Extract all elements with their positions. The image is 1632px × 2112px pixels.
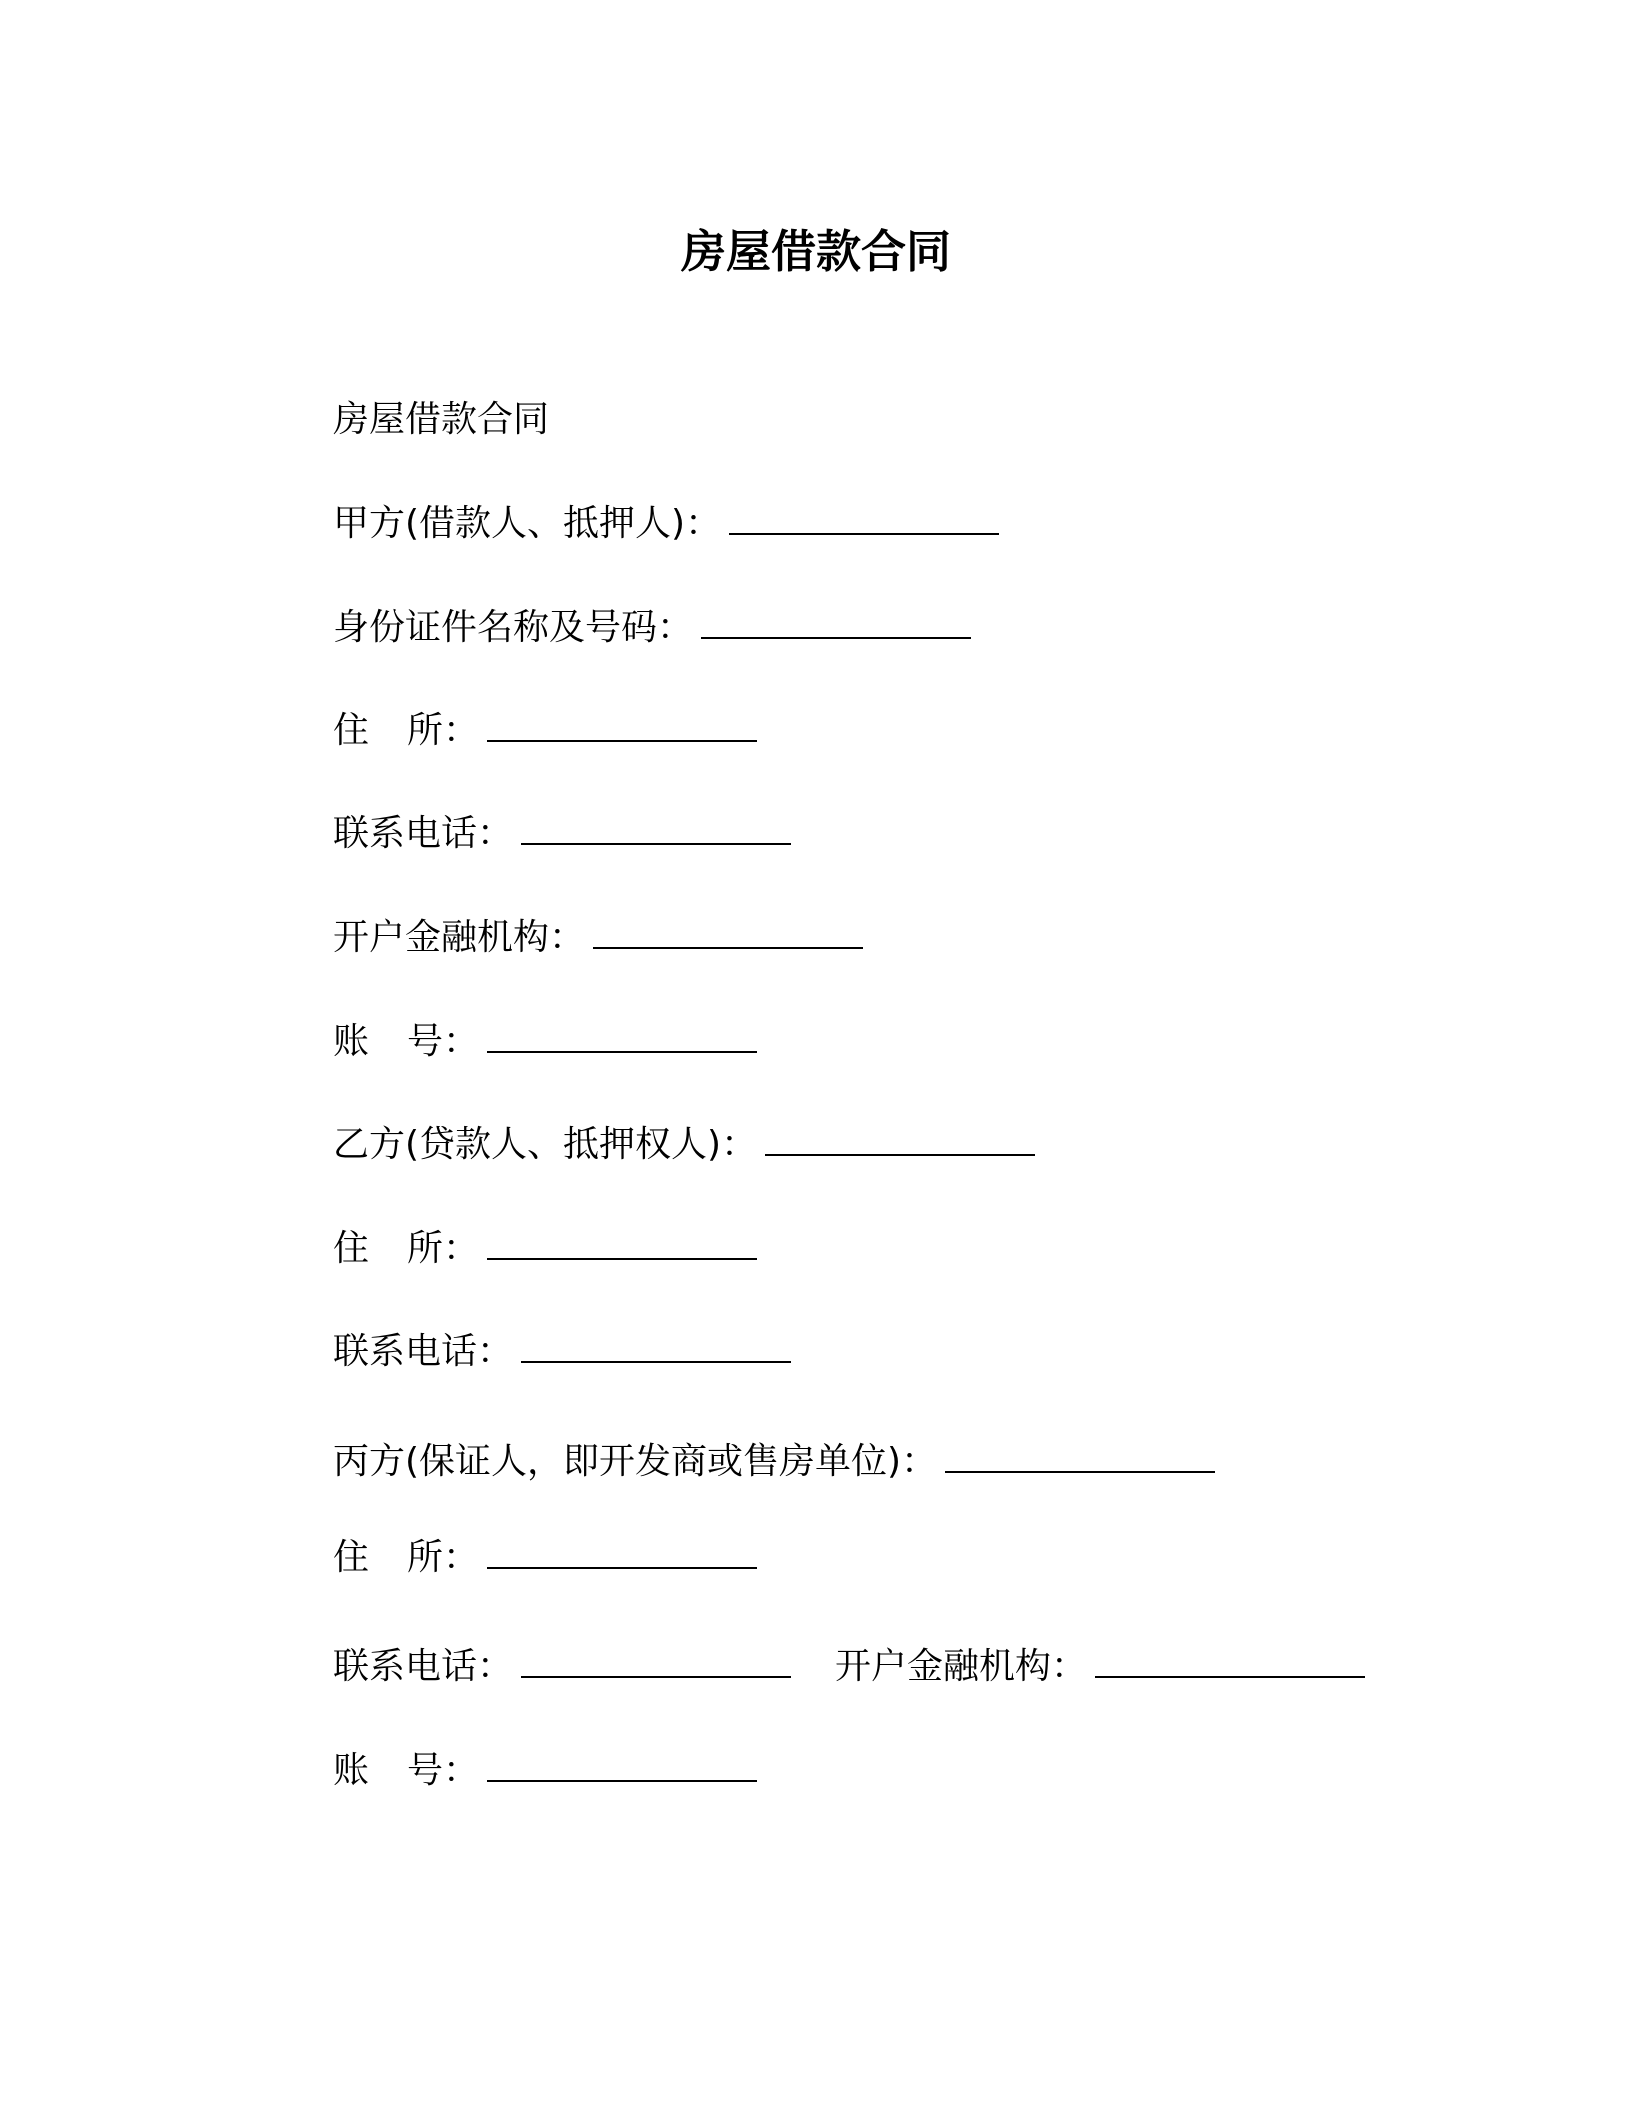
party-a-name-label: 甲方(借款人、抵押人)： [333, 503, 722, 544]
party-c-account-label-2: 号： [407, 1750, 480, 1791]
page-title: 房屋借款合同 [680, 225, 951, 278]
party-b-phone-label: 联系电话： [333, 1331, 514, 1372]
party-a-name-blank[interactable] [729, 509, 999, 535]
party-a-account-row [333, 1018, 757, 1066]
party-c-bank-blank[interactable] [1095, 1652, 1365, 1678]
party-c-name-blank[interactable] [945, 1447, 1215, 1473]
party-a-id-blank[interactable] [701, 613, 971, 639]
party-b-address-blank[interactable] [487, 1234, 757, 1260]
party-a-address-row [333, 707, 757, 755]
subtitle-text: 房屋借款合同 [333, 399, 550, 440]
party-a-account-label-1: 账 [333, 1021, 370, 1062]
party-b-address-row [333, 1225, 757, 1273]
party-b-address-label-1: 住 [333, 1228, 370, 1269]
party-c-bank-group [835, 1643, 1365, 1691]
party-c-phone-bank-row [333, 1643, 1365, 1691]
party-c-name-row [333, 1438, 1215, 1486]
party-a-bank-blank[interactable] [593, 923, 863, 949]
party-b-name-blank[interactable] [765, 1130, 1035, 1156]
party-a-account-blank[interactable] [487, 1027, 757, 1053]
party-a-bank-label: 开户金融机构： [333, 917, 586, 958]
party-b-phone-row [333, 1328, 791, 1376]
party-a-id-label: 身份证件名称及号码： [333, 607, 694, 648]
party-c-address-row [333, 1534, 757, 1582]
party-a-phone-blank[interactable] [521, 819, 791, 845]
party-a-id-row [333, 604, 971, 652]
party-a-phone-label: 联系电话： [333, 813, 514, 854]
party-a-address-label-2: 所： [407, 710, 480, 751]
document-subtitle [333, 396, 549, 444]
party-b-name-label: 乙方(贷款人、抵押权人)： [333, 1124, 758, 1165]
party-b-name-row [333, 1121, 1035, 1169]
party-b-phone-blank[interactable] [521, 1337, 791, 1363]
party-c-bank-label: 开户金融机构： [835, 1646, 1088, 1687]
party-c-account-label-1: 账 [333, 1750, 370, 1791]
party-a-name-row [333, 500, 999, 548]
party-a-address-blank[interactable] [487, 716, 757, 742]
party-c-address-blank[interactable] [487, 1543, 757, 1569]
party-a-account-label-2: 号： [407, 1021, 480, 1062]
party-c-phone-label: 联系电话： [333, 1646, 514, 1687]
party-c-address-label-1: 住 [333, 1537, 370, 1578]
party-a-address-label-1: 住 [333, 710, 370, 751]
party-c-name-label: 丙方(保证人，即开发商或售房单位)： [333, 1441, 938, 1482]
party-c-account-blank[interactable] [487, 1756, 757, 1782]
party-b-address-label-2: 所： [407, 1228, 480, 1269]
party-c-phone-blank[interactable] [521, 1652, 791, 1678]
party-c-account-row [333, 1747, 757, 1795]
party-c-address-label-2: 所： [407, 1537, 480, 1578]
party-a-phone-row [333, 810, 791, 858]
party-a-bank-row [333, 914, 863, 962]
